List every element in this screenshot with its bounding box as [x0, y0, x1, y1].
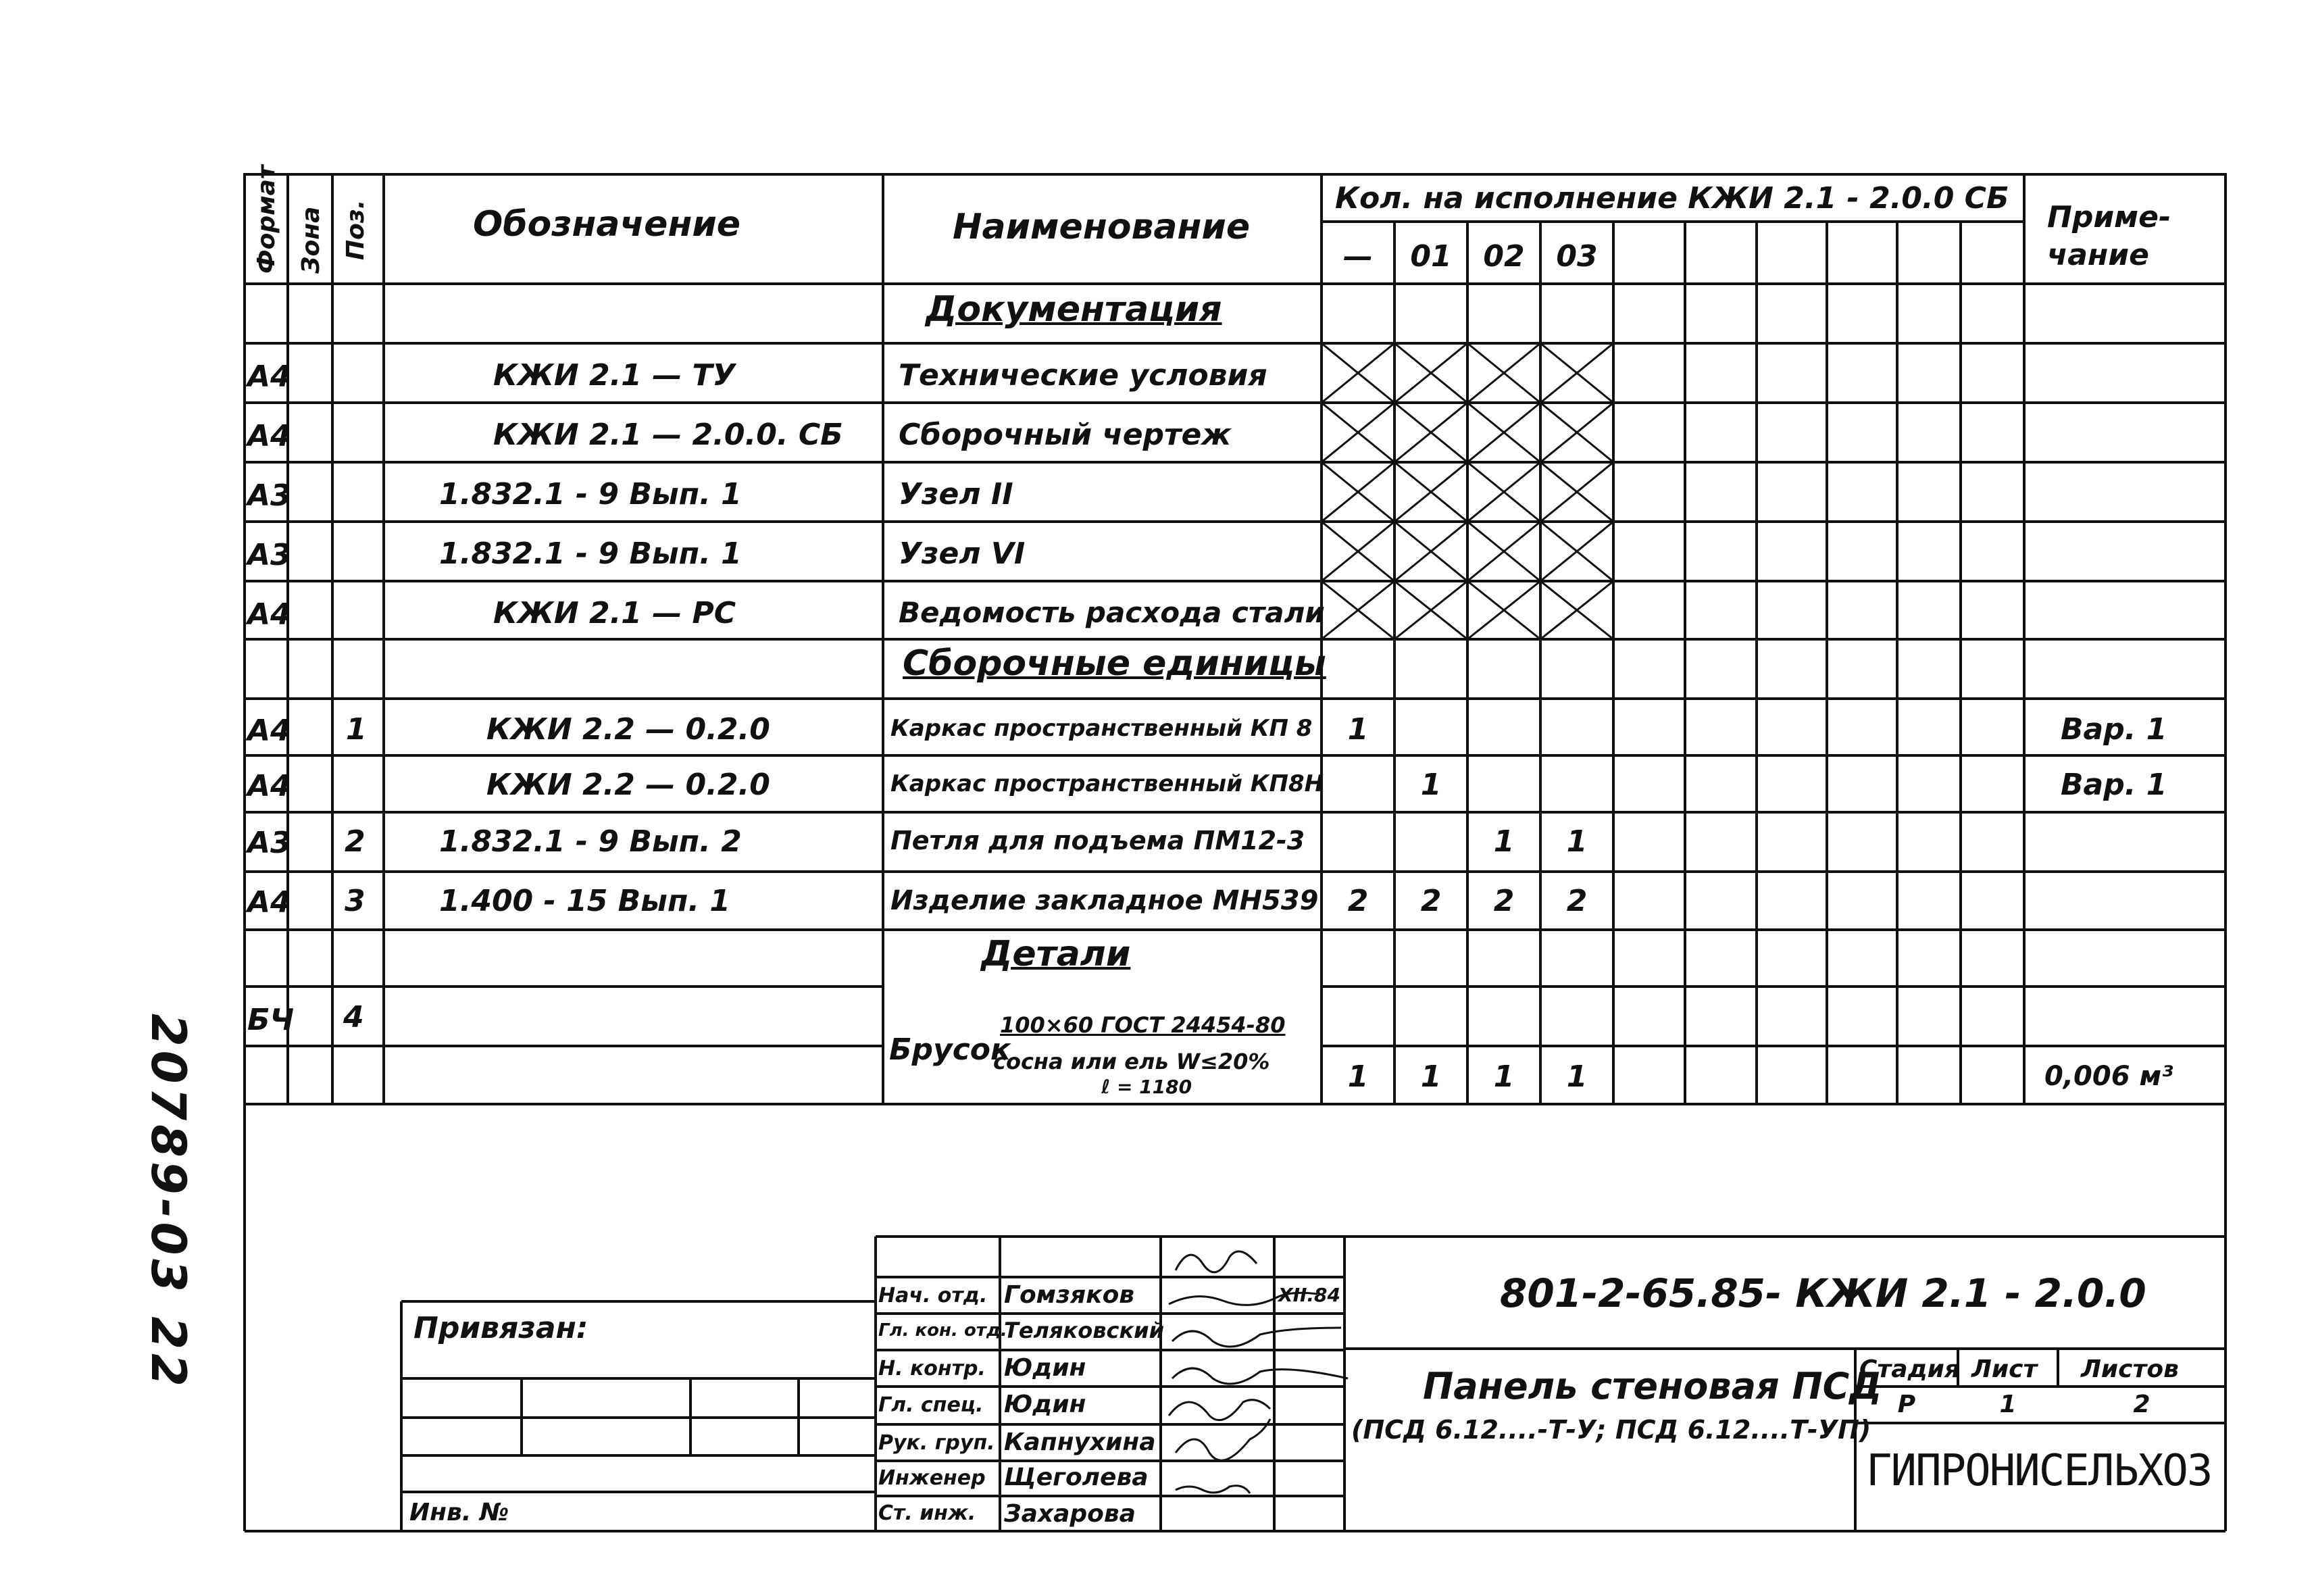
- row-qty: 1: [1493, 1059, 1515, 1094]
- row-format: А3: [247, 538, 291, 572]
- row-qty: 1: [1566, 824, 1588, 859]
- stage-label: Стадия: [1859, 1355, 1960, 1383]
- role: Нач. отд.: [878, 1284, 988, 1307]
- row-name-bottom: сосна или ель W≤20%: [993, 1049, 1270, 1074]
- header-qty-title: Кол. на исполнение КЖИ 2.1 - 2.0.0 СБ: [1335, 181, 2009, 216]
- row-pos: 3: [345, 884, 366, 918]
- row-designation: 1.400 - 15 Вып. 1: [439, 884, 730, 918]
- row-designation: 1.832.1 - 9 Вып. 1: [439, 477, 742, 512]
- row-qty: 2: [1347, 884, 1369, 918]
- row-format: А4: [247, 359, 291, 394]
- person-name: Капнухина: [1004, 1428, 1156, 1456]
- role: Гл. спец.: [878, 1393, 984, 1417]
- role: Гл. кон. отд.: [878, 1320, 1007, 1341]
- row-designation: КЖИ 2.2 — 0.2.0: [486, 768, 770, 802]
- person-name: Гомзяков: [1004, 1281, 1135, 1309]
- section-details: Детали: [981, 934, 1131, 974]
- row-name: Узел VI: [899, 537, 1026, 571]
- row-qty: 2: [1493, 884, 1515, 918]
- row-name: Ведомость расхода стали: [899, 596, 1325, 629]
- row-designation: КЖИ 2.1 — РС: [493, 596, 736, 630]
- row-qty: 2: [1420, 884, 1442, 918]
- row-pos: 1: [346, 712, 367, 747]
- row-designation: КЖИ 2.2 — 0.2.0: [486, 712, 770, 747]
- row-format: А4: [247, 885, 291, 920]
- person-name: Захарова: [1004, 1500, 1136, 1528]
- header-name: Наименование: [953, 207, 1251, 247]
- header-note-1: Приме-: [2047, 200, 2171, 234]
- section-documentation: Документация: [926, 289, 1222, 330]
- header-note-2: чание: [2047, 238, 2149, 272]
- row-format: А3: [247, 826, 291, 860]
- row-note: Вар. 1: [2061, 768, 2167, 802]
- doc-title: Панель стеновая ПСД: [1423, 1365, 1882, 1407]
- inv-label: Инв. №: [409, 1499, 509, 1526]
- sheet-value: 1: [1999, 1391, 2017, 1418]
- section-assembly-units: Сборочные единицы: [903, 643, 1326, 684]
- row-format: БЧ: [247, 1003, 295, 1037]
- doc-subtitle: (ПСД 6.12....-Т-У; ПСД 6.12....Т-УП): [1351, 1415, 1871, 1445]
- row-note: 0,006 м³: [2044, 1061, 2173, 1092]
- sheet-label: Лист: [1971, 1355, 2038, 1383]
- doc-code: 801-2-65.85- КЖИ 2.1 - 2.0.0: [1500, 1270, 2146, 1316]
- row-qty: 1: [1347, 712, 1369, 747]
- bound-label: Привязан:: [413, 1311, 588, 1345]
- organization: ГИПРОНИСЕЛЬХОЗ: [1866, 1446, 2212, 1496]
- sheets-label: Листов: [2081, 1355, 2179, 1383]
- row-qty: 1: [1420, 768, 1442, 802]
- person-name: Теляковский: [1004, 1318, 1164, 1343]
- row-name: Брусок: [889, 1032, 1011, 1067]
- role: Рук. груп.: [878, 1431, 995, 1455]
- row-name: Петля для подъема ПМ12-3: [890, 826, 1305, 855]
- row-designation: КЖИ 2.1 — ТУ: [493, 358, 736, 393]
- row-pos: 2: [345, 824, 366, 859]
- row-name-top: 100×60 ГОСТ 24454-80: [1000, 1012, 1286, 1038]
- sheets-value: 2: [2133, 1391, 2150, 1418]
- header-variant-3: 03: [1556, 239, 1598, 274]
- row-qty: 1: [1420, 1059, 1442, 1094]
- row-name-length: ℓ = 1180: [1101, 1076, 1192, 1098]
- row-qty: 1: [1566, 1059, 1588, 1094]
- row-qty: 1: [1493, 824, 1515, 859]
- row-format: А4: [247, 714, 291, 748]
- row-name: Узел II: [899, 477, 1013, 512]
- person-name: Юдин: [1004, 1391, 1086, 1418]
- date: XII.84: [1278, 1284, 1341, 1306]
- header-variant-1: 01: [1410, 239, 1452, 274]
- header-format: Формат: [253, 165, 280, 274]
- header-variant-0: —: [1343, 239, 1373, 274]
- role: Н. контр.: [878, 1357, 986, 1380]
- row-format: А3: [247, 478, 291, 513]
- row-pos: 4: [343, 1000, 364, 1034]
- header-variant-2: 02: [1483, 239, 1525, 274]
- person-name: Юдин: [1004, 1354, 1086, 1382]
- header-zone: Зона: [297, 206, 325, 274]
- header-designation: Обозначение: [473, 204, 741, 245]
- role: Ст. инж.: [878, 1501, 976, 1525]
- row-name: Изделие закладное МН539: [890, 885, 1319, 916]
- row-name: Каркас пространственный КП8Н: [890, 770, 1324, 797]
- row-qty: 1: [1347, 1059, 1369, 1094]
- header-pos: Поз.: [342, 199, 370, 260]
- stage-value: Р: [1897, 1391, 1916, 1418]
- row-name: Каркас пространственный КП 8: [890, 715, 1313, 742]
- row-designation: КЖИ 2.1 — 2.0.0. СБ: [493, 418, 843, 452]
- row-format: А4: [247, 597, 291, 632]
- row-designation: 1.832.1 - 9 Вып. 2: [439, 824, 742, 859]
- row-note: Вар. 1: [2061, 712, 2167, 747]
- person-name: Щеголева: [1004, 1464, 1149, 1491]
- row-format: А4: [247, 419, 291, 453]
- side-stamp: 20789-03 22: [141, 1014, 196, 1391]
- row-format: А4: [247, 769, 291, 803]
- row-name: Технические условия: [899, 358, 1267, 393]
- role: Инженер: [878, 1466, 986, 1490]
- row-name: Сборочный чертеж: [899, 418, 1232, 452]
- row-qty: 2: [1566, 884, 1588, 918]
- row-designation: 1.832.1 - 9 Вып. 1: [439, 537, 742, 571]
